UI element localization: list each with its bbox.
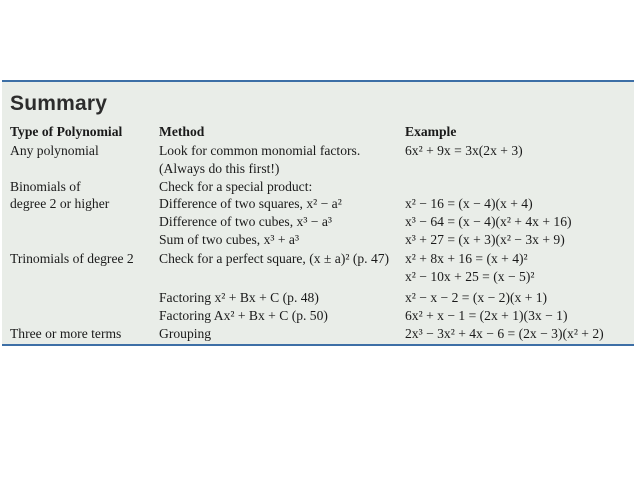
type-cell: degree 2 or higher (10, 196, 110, 211)
method-cell: Check for a perfect square, (x ± a)² (p. 47) (159, 251, 390, 266)
example-cell: 2x³ − 3x² + 4x − 6 = (2x − 3)(x² + 2) (405, 326, 604, 341)
example-cell: x² − 10x + 25 = (x − 5)² (405, 269, 535, 284)
example-cell: 6x² + 9x = 3x(2x + 3) (405, 143, 523, 158)
example-cell: x³ + 27 = (x + 3)(x² − 3x + 9) (405, 232, 565, 247)
header-example: Example (405, 124, 457, 139)
type-cell: Three or more terms (10, 326, 122, 341)
method-cell: Look for common monomial factors. (159, 143, 361, 158)
summary-box (2, 80, 634, 346)
example-cell: x² − 16 = (x − 4)(x + 4) (405, 196, 533, 211)
method-cell: Check for a special product: (159, 179, 313, 194)
summary-title: Summary (10, 92, 108, 115)
type-cell: Any polynomial (10, 143, 99, 158)
method-cell: Difference of two cubes, x³ − a³ (159, 214, 332, 229)
method-cell: Difference of two squares, x² − a² (159, 196, 342, 211)
method-cell: Sum of two cubes, x³ + a³ (159, 232, 300, 247)
type-cell: Trinomials of degree 2 (10, 251, 134, 266)
type-cell: Binomials of (10, 179, 81, 194)
method-cell: Factoring Ax² + Bx + C (p. 50) (159, 308, 328, 323)
example-cell: x² − x − 2 = (x − 2)(x + 1) (405, 290, 548, 305)
method-cell: (Always do this first!) (159, 161, 280, 176)
method-cell: Factoring x² + Bx + C (p. 48) (159, 290, 319, 305)
example-cell: x³ − 64 = (x − 4)(x² + 4x + 16) (405, 214, 572, 229)
header-method: Method (159, 124, 205, 139)
header-type: Type of Polynomial (10, 124, 123, 139)
example-cell: x² + 8x + 16 = (x + 4)² (405, 251, 528, 266)
example-cell: 6x² + x − 1 = (2x + 1)(3x − 1) (405, 308, 568, 323)
method-cell: Grouping (159, 326, 212, 341)
